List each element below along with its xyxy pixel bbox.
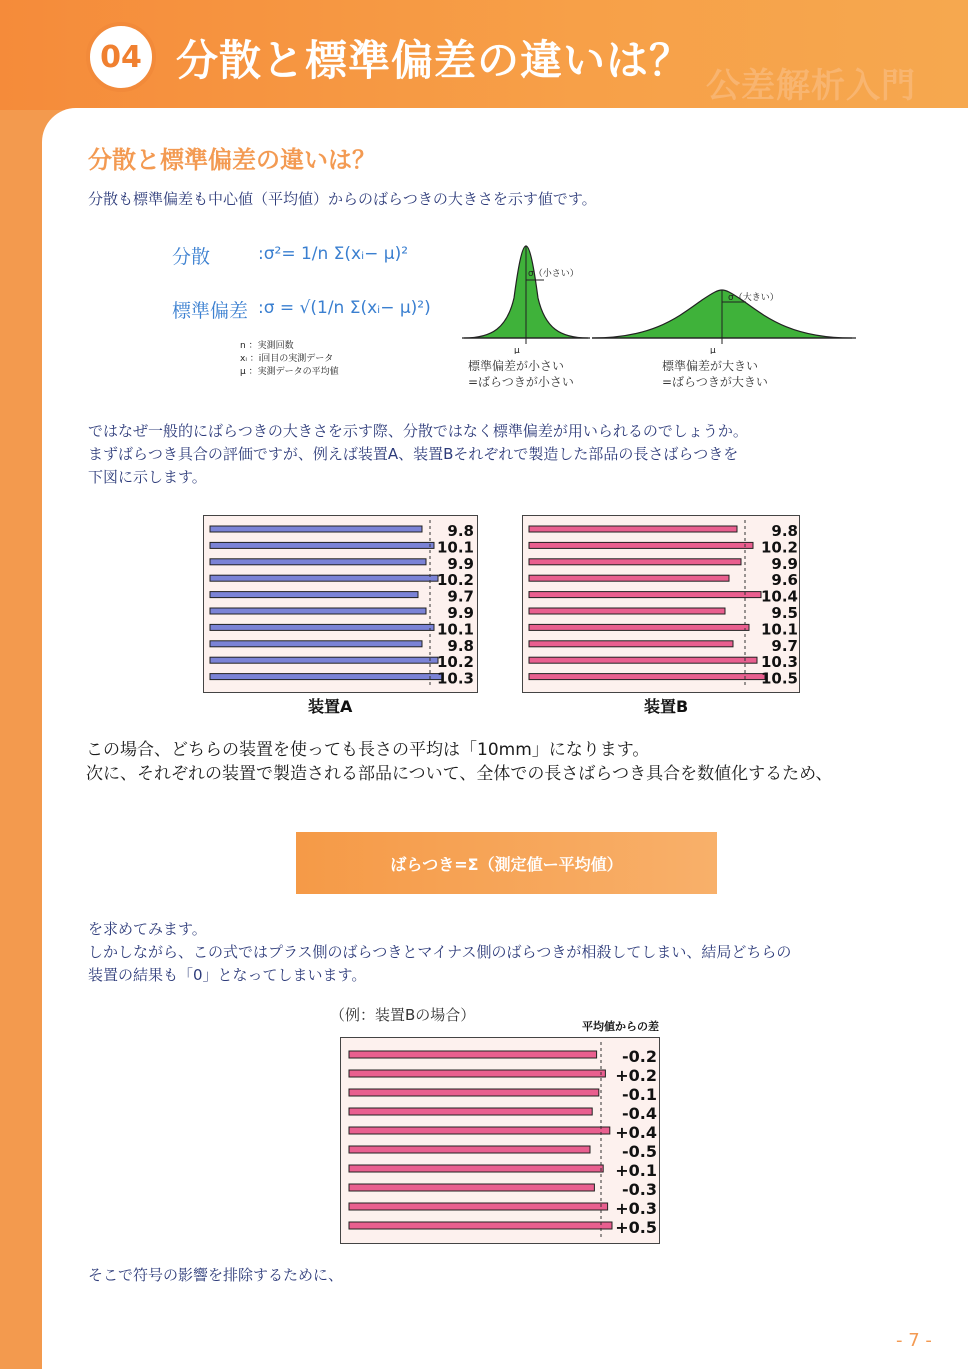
narrow-caption [468, 358, 574, 390]
data-label: +0.3 [615, 1199, 657, 1218]
chart-b-title: 装置B [644, 697, 689, 716]
bar [210, 542, 434, 548]
data-label: -0.4 [622, 1104, 657, 1123]
variance-formula: :σ²= 1/n Σ(xᵢ− μ)² [258, 244, 409, 264]
diff-chart-title: 平均値からの差 [582, 1020, 659, 1033]
bar [349, 1089, 599, 1096]
data-label: -0.5 [622, 1142, 657, 1161]
formula-legend [240, 340, 339, 379]
data-label: 10.3 [436, 669, 474, 688]
bar [349, 1222, 612, 1229]
data-label: 10.1 [436, 620, 474, 639]
bar [529, 608, 725, 614]
data-label: 9.5 [771, 604, 798, 622]
paragraph-cancel [88, 918, 791, 987]
bar [529, 575, 729, 581]
narrow-caption-line1: 標準偏差が小さい [468, 359, 565, 373]
bar [529, 526, 737, 532]
data-label: 10.2 [760, 538, 798, 557]
bar [349, 1108, 592, 1115]
data-label: 10.2 [436, 571, 474, 590]
wide-caption-line1: 標準偏差が大きい [662, 359, 759, 373]
data-label: 9.7 [771, 636, 798, 655]
data-label: 9.6 [771, 571, 798, 590]
para2-line2: まずばらつき具合の評価ですが、例えば装置A、装置Bそれぞれで製造した部品の長さばらつきを [88, 445, 739, 463]
narrow-sigma-label: σ（小さい） [528, 269, 579, 279]
std-label: 標準偏差 [172, 300, 249, 322]
bar [210, 592, 418, 598]
bar [349, 1070, 605, 1077]
data-label: 9.8 [447, 522, 474, 540]
data-label: +0.2 [615, 1066, 657, 1085]
bar [210, 559, 426, 565]
section-title: 分散と標準偏差の違いは？ [88, 146, 376, 174]
header-subtitle: 公差解析入門 [706, 66, 916, 106]
chapter-number-badge: 04 [86, 22, 156, 92]
wide-caption-line2: =ばらつきが大きい [662, 375, 768, 389]
para2-line1: ではなぜ一般的にばらつきの大きさを示す際、分散ではなく標準偏差が用いられるのでしょうか。 [88, 422, 748, 440]
para4-line2: しかしながら、この式ではプラス側のばらつきとマイナス側のばらつきが相殺してしまい、結局どちらの [88, 943, 792, 961]
bar [349, 1146, 590, 1153]
bar [529, 641, 733, 647]
chart-a-box [203, 515, 478, 693]
bar [210, 674, 442, 680]
data-label: -0.2 [622, 1047, 657, 1066]
data-label: 9.9 [447, 604, 474, 622]
data-label: 9.7 [447, 587, 474, 606]
bar [210, 608, 426, 614]
bar [210, 641, 422, 647]
bar [529, 542, 753, 548]
distribution-curves [462, 238, 856, 354]
chart-a-title: 装置A [308, 697, 353, 716]
data-label: 10.1 [436, 538, 474, 557]
bar [349, 1127, 610, 1134]
chart-a [204, 516, 477, 692]
legend-mu: μ ：実測データの平均値 [240, 367, 339, 377]
bar [529, 657, 757, 663]
legend-n: n ：実測回数 [240, 341, 294, 351]
wide-mu: μ [710, 346, 716, 354]
bar [529, 559, 741, 565]
narrow-caption-line2: =ばらつきが小さい [468, 375, 574, 389]
paragraph-next: そこで符号の影響を排除するために、 [88, 1266, 344, 1284]
intro-paragraph: 分散も標準偏差も中心値（平均値）からのばらつきの大きさを示す値です。 [88, 190, 597, 208]
para4-line1: を求めてみます。 [88, 920, 207, 938]
bar [210, 657, 438, 663]
data-label: +0.1 [615, 1161, 657, 1180]
data-label: 10.5 [760, 669, 798, 688]
para3-line2: 次に、それぞれの装置で製造される部品について、全体での長さばらつき具合を数値化するため、 [86, 764, 833, 784]
data-label: 10.4 [760, 587, 798, 606]
bar [210, 575, 438, 581]
data-label: 10.2 [436, 653, 474, 672]
bar [210, 624, 434, 630]
paragraph-average [86, 738, 832, 786]
bar [529, 592, 761, 598]
bar [349, 1165, 603, 1172]
data-label: 9.9 [771, 554, 798, 573]
data-label: 10.1 [760, 620, 798, 639]
page-title: 分散と標準偏差の違いは？ [176, 36, 693, 85]
paragraph-why-std [88, 420, 748, 489]
chart-b-box [522, 515, 800, 693]
bar [349, 1184, 594, 1191]
wide-caption [662, 358, 768, 390]
std-formula: :σ = √(1/n Σ(xᵢ− μ)²) [258, 298, 431, 318]
bar [349, 1203, 608, 1210]
bar [210, 526, 422, 532]
para2-line3: 下図に示します。 [88, 468, 207, 486]
para3-line1: この場合、どちらの装置を使っても長さの平均は「10mm」になります。 [86, 740, 650, 760]
para4-line3: 装置の結果も「0」となってしまいます。 [88, 966, 367, 984]
variance-label: 分散 [172, 246, 211, 268]
data-label: +0.5 [615, 1218, 657, 1237]
data-label: 9.8 [447, 636, 474, 655]
data-label: 9.9 [447, 554, 474, 573]
data-label: 9.8 [771, 522, 798, 540]
legend-xi: xᵢ ：i回目の実測データ [240, 354, 334, 364]
data-label: -0.3 [622, 1180, 657, 1199]
bar [529, 674, 765, 680]
data-label: -0.1 [622, 1085, 657, 1104]
page-number: - 7 - [896, 1330, 932, 1351]
narrow-mu: μ [514, 346, 520, 354]
data-label: 10.3 [760, 653, 798, 672]
chart-b [523, 516, 799, 692]
wide-sigma-label: σ（大きい） [728, 293, 779, 303]
bar [529, 624, 749, 630]
chart-diff-box [340, 1037, 660, 1244]
bar [349, 1051, 597, 1058]
data-label: +0.4 [615, 1123, 657, 1142]
variation-formula-box: ばらつき=Σ（測定値ー平均値） [296, 832, 717, 894]
example-label: （例：装置Bの場合） [330, 1006, 476, 1024]
chart-diff [341, 1038, 659, 1243]
